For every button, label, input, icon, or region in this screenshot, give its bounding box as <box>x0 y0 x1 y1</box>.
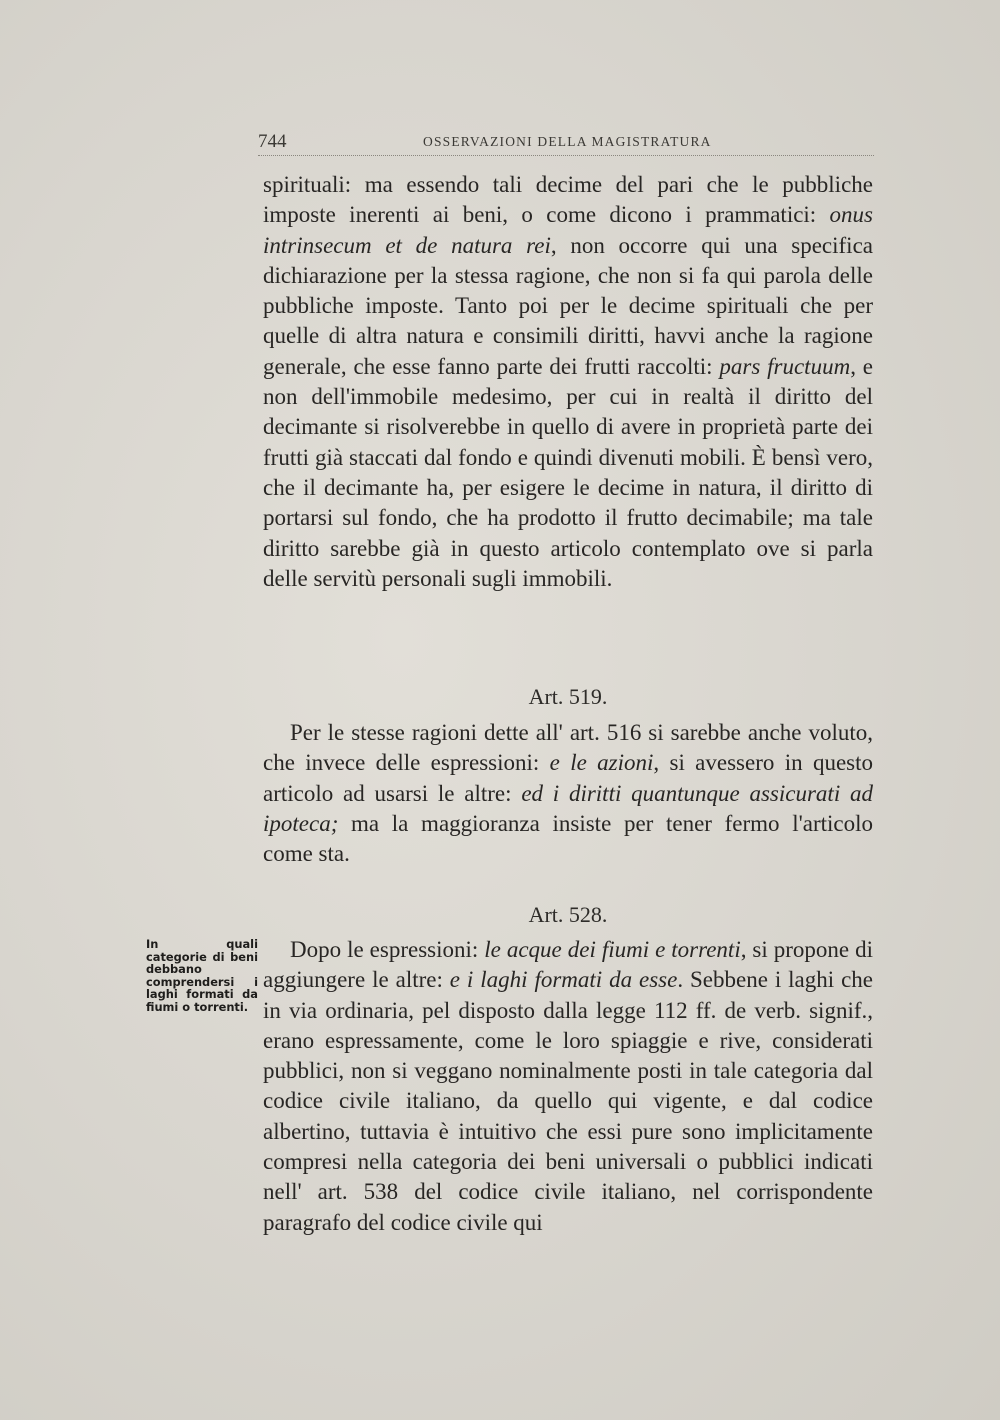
latin-phrase: pars fructuum <box>719 353 851 379</box>
running-title: OSSERVAZIONI DELLA MAGISTRATURA <box>423 134 712 149</box>
intro-paragraph <box>263 170 873 594</box>
page-number: 744 <box>258 131 287 152</box>
latin-phrase: onus intrinsecum et de natura rei <box>263 202 873 258</box>
article-519-text <box>263 718 873 869</box>
quoted-expression: e le azioni <box>549 750 654 776</box>
quoted-expression: e i laghi formati da esse <box>449 967 678 993</box>
text-run: spirituali: ma essendo tali decime del pari che le pubbliche imposte inerenti ai beni, o come dicono i prammatici: <box>263 172 873 228</box>
intro-text <box>263 170 873 594</box>
article-528-paragraph <box>263 935 873 1238</box>
article-heading-528: Art. 528. <box>528 902 608 927</box>
quoted-expression: le acque dei fiumi e torrenti <box>484 937 741 962</box>
article-528-text <box>263 935 873 1238</box>
text-run: . Sebbene i laghi che in via ordinaria, pel disposto dalla legge 112 ff. de verb. signif., erano espressamente, come le loro spiaggie e rive, considerati pubblici, non si veggano nominalmente posti in tale categoria dal codice civile italiano, da quello qui vigente, e dal codice albertino, tuttavia è intuitivo che essi pure sono implicitamente compresi nella categoria dei beni universali o pubblici indicati nell' art. 538 del codice civile italiano, nel corrispondente paragrafo del codice civile qui <box>263 967 873 1235</box>
quoted-expression: ed i diritti quantunque assicurati ad ipoteca; <box>263 780 873 836</box>
text-run: ma la maggioranza insiste per tener fermo l'articolo come sta. <box>263 810 873 867</box>
text-run: , si avessero in questo articolo ad usarsi le altre: <box>263 750 874 806</box>
text-run: , non occorre qui una specifica dichiarazione per la stessa ragione, che non si fa qui parola delle pubbliche imposte. Tanto poi per le decime spirituali che per quelle di altra natura e consimili diritti, havvi anche la ragione generale, che esse fanno parte dei frutti raccolti: <box>263 232 873 379</box>
text-run: Per le stesse ragioni dette all' art. 516 si sarebbe anche voluto, che invece delle espressioni: <box>263 720 873 776</box>
text-run: , si propone di aggiungere le altre: <box>263 937 873 993</box>
margin-note: In quali categorie di beni debbano comprendersi i laghi formati da fiumi o torrenti. <box>146 937 258 1014</box>
text-run: Dopo le espressioni: <box>290 937 485 962</box>
article-519-paragraph <box>263 718 873 869</box>
article-heading-519: Art. 519. <box>528 684 608 709</box>
page-header <box>258 131 874 156</box>
text-run: , e non dell'immobile medesimo, per cui in realtà il diritto del decimante si risolverebbe in quello di avere in proprietà parte dei frutti già staccati dal fondo e quindi divenuti mobili. È bensì vero, che il decimante ha, per esigere le decime in natura, il diritto di portarsi sul fondo, che ha prodotto il frutto decimabile; ma tale diritto sarebbe già in questo articolo contemplato ove si parla delle servitù personali sugli immobili. <box>263 353 873 591</box>
